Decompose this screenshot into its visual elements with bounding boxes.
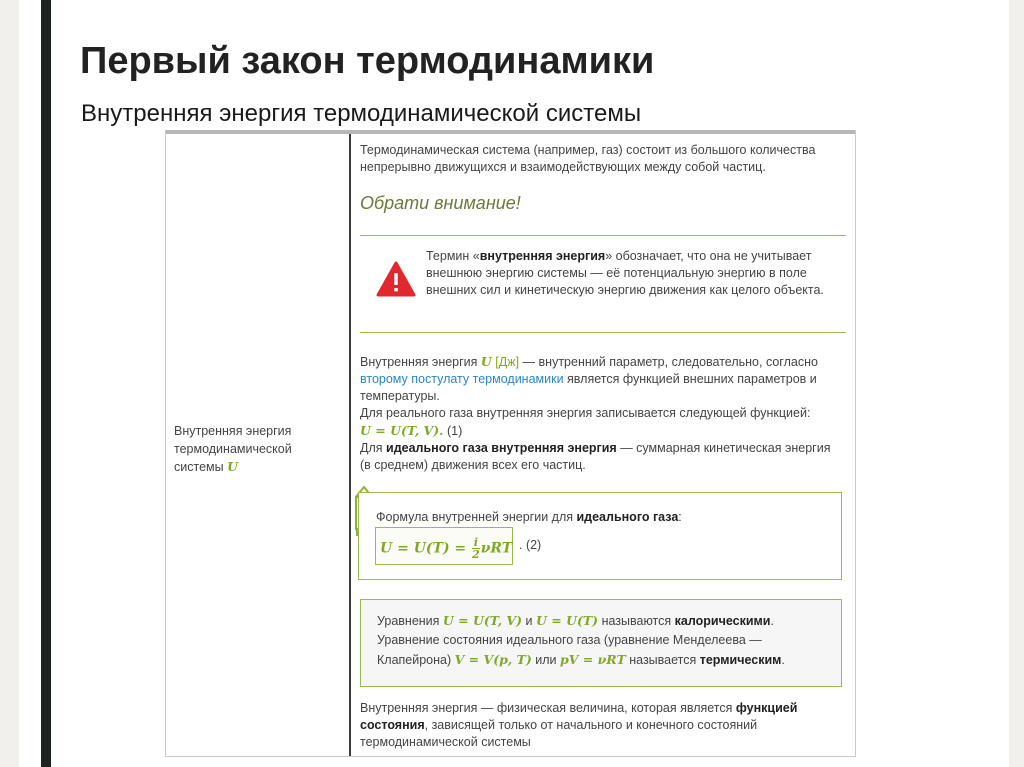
warning-icon — [376, 261, 416, 297]
p3-a: Внутренняя энергия — физическая величина, которая является — [360, 701, 736, 715]
p2-e-pre: Для — [360, 441, 387, 455]
row-label — [174, 422, 334, 476]
formula-2-lhs: U = U(T) = — [380, 540, 472, 557]
equations-text — [377, 611, 837, 670]
row-label-text: Внутренняя энергия термодинамической системы — [174, 424, 292, 474]
formula-1: U = U(T, V). — [360, 423, 444, 438]
formula-2-rhs: νRT — [480, 540, 513, 557]
p2-b: — внутренний параметр, следовательно, согласно — [519, 355, 818, 369]
box2-thermal: термическим — [699, 653, 782, 667]
formula-1-number: (1) — [446, 424, 463, 438]
slide-subtitle: Внутренняя энергия термодинамической системы — [81, 100, 642, 127]
formula-2-frame — [375, 527, 513, 565]
intro-paragraph: Термодинамическая система (например, газ) состоит из большого количества непрерывно движущихся и взаимодействующих между собой частиц. — [360, 143, 816, 174]
formula-2-fraction — [472, 537, 480, 560]
box2-b: называются — [598, 614, 675, 628]
box2-f1: U = U(T, V) — [442, 613, 523, 628]
p2-d: Для реального газа внутренняя энергия записывается следующей функцией: — [360, 406, 811, 420]
p2-unit: [Дж] — [495, 355, 520, 369]
box2-or: или — [531, 653, 560, 667]
p2-symbol: U — [480, 354, 492, 369]
box2-b-end: . — [770, 614, 774, 628]
formula-box-title — [376, 509, 682, 526]
p3-bold: функцией состояния — [360, 701, 798, 732]
table-right-column — [360, 131, 846, 756]
ideal-gas-formula-box — [358, 492, 842, 580]
content-table — [165, 130, 856, 757]
box2-caloric: калорическими — [674, 614, 771, 628]
warning-text — [426, 248, 826, 299]
equations-box — [360, 599, 842, 687]
p3-b: , зависящей только от начального и конечного состояний термодинамической системы — [360, 718, 758, 749]
table-left-column — [166, 131, 351, 756]
p2-c: является функцией внешних параметров и температуры. — [360, 372, 817, 403]
attention-heading: Обрати внимание! — [360, 193, 521, 213]
formula-title-pre: Формула внутренней энергии для — [376, 510, 577, 524]
divider-bottom — [360, 332, 846, 333]
box2-d: называется — [625, 653, 700, 667]
slide-title: Первый закон термодинамики — [80, 40, 655, 82]
warning-term: внутренняя энергия — [479, 249, 606, 263]
p2-e-post: — суммарная кинетическая энергия (в среднем) движения всех его частиц. — [360, 441, 831, 472]
accent-bar — [41, 0, 51, 767]
p2-a: Внутренняя энергия — [360, 355, 481, 369]
table-top-border — [166, 130, 855, 134]
formula-2 — [380, 537, 512, 560]
frac-numerator: i — [473, 536, 478, 549]
box2-f4: pV = νRT — [560, 652, 626, 667]
formula-2-number: . (2) — [519, 538, 542, 552]
box2-f3: V = V(p, T) — [454, 652, 532, 667]
energy-paragraph — [360, 353, 840, 474]
box2-f2: U = U(T) — [535, 613, 599, 628]
warning-text-pre: Термин « — [426, 249, 480, 263]
warning-text-post: » обозначает, что она не учитывает внешнюю энергию системы — её потенциальную энергию в поле внешних сил и кинетическую энергию движения как целого объекта. — [426, 249, 824, 297]
formula-title-post: : — [678, 510, 682, 524]
postulate-link[interactable]: второму постулату термодинамики — [360, 372, 564, 386]
box2-and: и — [522, 614, 536, 628]
box2-c: Уравнение состояния идеального газа (уравнение Менделеева — Клапейрона) — [377, 633, 762, 667]
divider-top — [360, 235, 846, 236]
frac-denominator: 2 — [472, 548, 480, 561]
box2-d-end: . — [781, 653, 785, 667]
state-function-paragraph — [360, 700, 830, 751]
box2-a: Уравнения — [377, 614, 443, 628]
p2-e-bold: идеального газа внутренняя энергия — [386, 441, 617, 455]
row-label-symbol: U — [227, 459, 238, 474]
formula-title-bold: идеального газа — [576, 510, 679, 524]
